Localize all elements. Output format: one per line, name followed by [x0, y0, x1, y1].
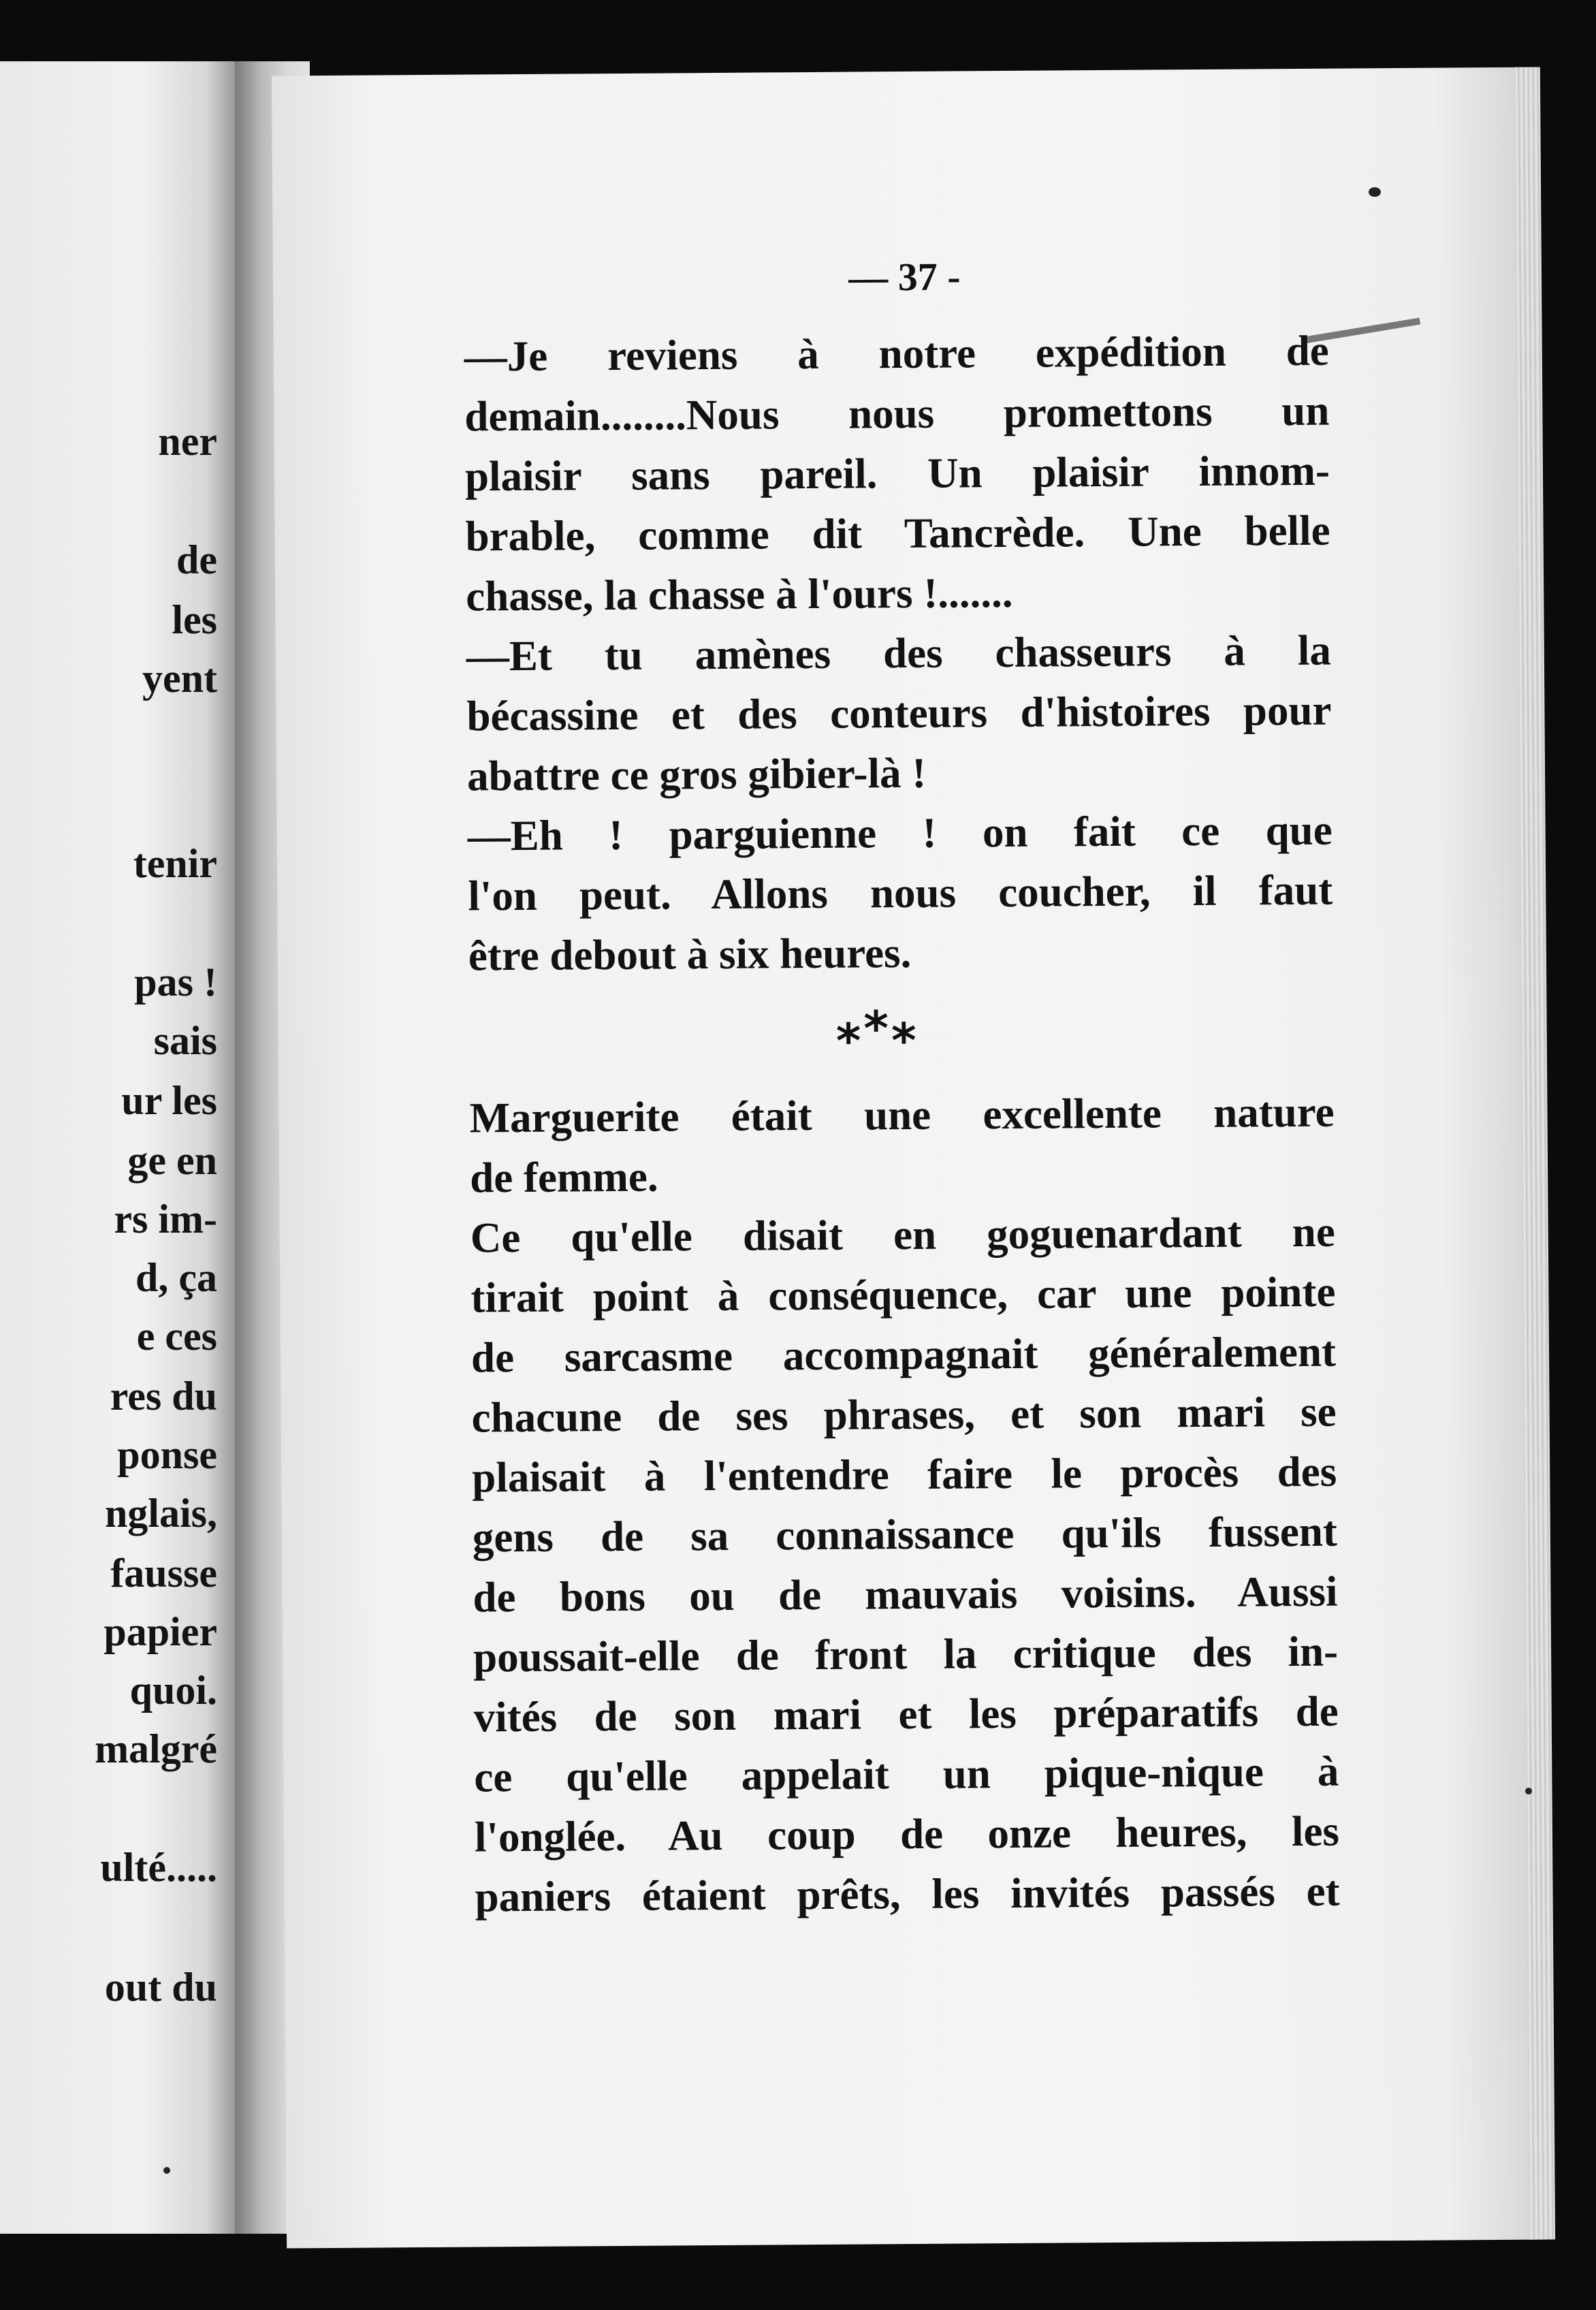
left-line-fragment: e ces: [136, 1314, 217, 1359]
asterisk-ornament: *: [835, 1013, 864, 1069]
left-line-fragment: pas !: [134, 960, 217, 1004]
text-line: de femme.: [469, 1152, 658, 1202]
left-line-fragment: de: [176, 537, 217, 582]
dust-speck: [1525, 1788, 1532, 1794]
page-number: — 37 -: [848, 254, 961, 300]
paragraph: [416, 321, 1330, 627]
text-line: chasse, la chasse à l'ours !.......: [465, 568, 1013, 620]
left-page: [0, 61, 235, 2234]
text-line: brable, comme dit Tancrède. Une belle: [465, 506, 1330, 560]
text-line: gens de sa connaissance qu'ils fussent: [472, 1507, 1338, 1562]
paragraph: [421, 1082, 1335, 1208]
text-line: plaisait à l'entendre faire le procès des: [472, 1447, 1337, 1502]
text-line: de bons ou de mauvais voisins. Aussi: [473, 1567, 1338, 1621]
text-line: ce qu'elle appelait un pique-nique à: [474, 1747, 1339, 1801]
asterisk-ornament: *: [863, 1000, 892, 1057]
text-line: bécassine et des conteurs d'histoires pour: [466, 686, 1332, 740]
section-ornament: [421, 1000, 1335, 1075]
text-line: abattre ce gros gibier-là !: [466, 748, 927, 800]
text-line: —Et tu amènes des chasseurs à la: [466, 626, 1332, 680]
left-line-fragment: out du: [104, 1965, 217, 2010]
dust-speck: [163, 2167, 170, 2174]
right-page: [272, 67, 1550, 2249]
asterisk-ornament: *: [891, 1012, 919, 1069]
left-line-fragment: les: [172, 597, 217, 642]
left-line-fragment: quoi.: [129, 1668, 217, 1713]
text-line: Marguerite était une excellente nature: [469, 1088, 1335, 1142]
left-line-fragment: nglais,: [104, 1491, 217, 1536]
text-line: —Je reviens à notre expédition de: [464, 326, 1329, 381]
left-line-fragment: fausse: [110, 1551, 217, 1596]
text-line: l'on peut. Allons nous coucher, il faut: [468, 866, 1333, 920]
left-line-fragment: res du: [110, 1374, 217, 1419]
text-line: Ce qu'elle disait en goguenardant ne: [470, 1207, 1336, 1262]
left-line-fragment: ge en: [127, 1138, 217, 1183]
page-body: [416, 321, 1339, 1927]
text-line: chacune de ses phrases, et son mari se: [471, 1387, 1337, 1442]
paragraph: [419, 800, 1333, 986]
text-line: tirait point à conséquence, car une pointe: [470, 1267, 1336, 1322]
text-line: vités de son mari et les préparatifs de: [473, 1687, 1339, 1741]
left-line-fragment: malgré: [95, 1726, 217, 1771]
left-line-fragment: ulté.....: [100, 1845, 217, 1890]
left-line-fragment: ner: [158, 419, 217, 464]
text-line: —Eh ! parguienne ! on fait ce que: [467, 806, 1332, 860]
left-line-fragment: yent: [142, 656, 217, 701]
text-line: l'onglée. Au coup de onze heures, les: [474, 1807, 1340, 1861]
left-line-fragment: d, ça: [135, 1255, 217, 1300]
text-line: de sarcasme accompagnait généralement: [470, 1327, 1337, 1382]
left-line-fragment: ur les: [121, 1078, 217, 1123]
text-line: demain........Nous nous promettons un: [464, 386, 1330, 441]
left-line-fragment: papier: [103, 1609, 217, 1654]
text-line: plaisir sans pareil. Un plaisir innom-: [464, 446, 1330, 501]
text-line: paniers étaient prêts, les invités passés et: [475, 1867, 1340, 1921]
left-line-fragment: rs im-: [114, 1197, 217, 1241]
page-edge: [1514, 67, 1555, 2240]
dust-speck: [1369, 187, 1381, 197]
paragraph: [419, 620, 1332, 806]
text-line: être debout à six heures.: [468, 928, 912, 980]
text-line: poussait-elle de front la critique des in-: [473, 1627, 1339, 1681]
left-line-fragment: ponse: [117, 1432, 217, 1477]
paragraph: [422, 1202, 1339, 1927]
left-line-fragment: tenir: [133, 841, 217, 886]
left-line-fragment: sais: [153, 1018, 217, 1063]
